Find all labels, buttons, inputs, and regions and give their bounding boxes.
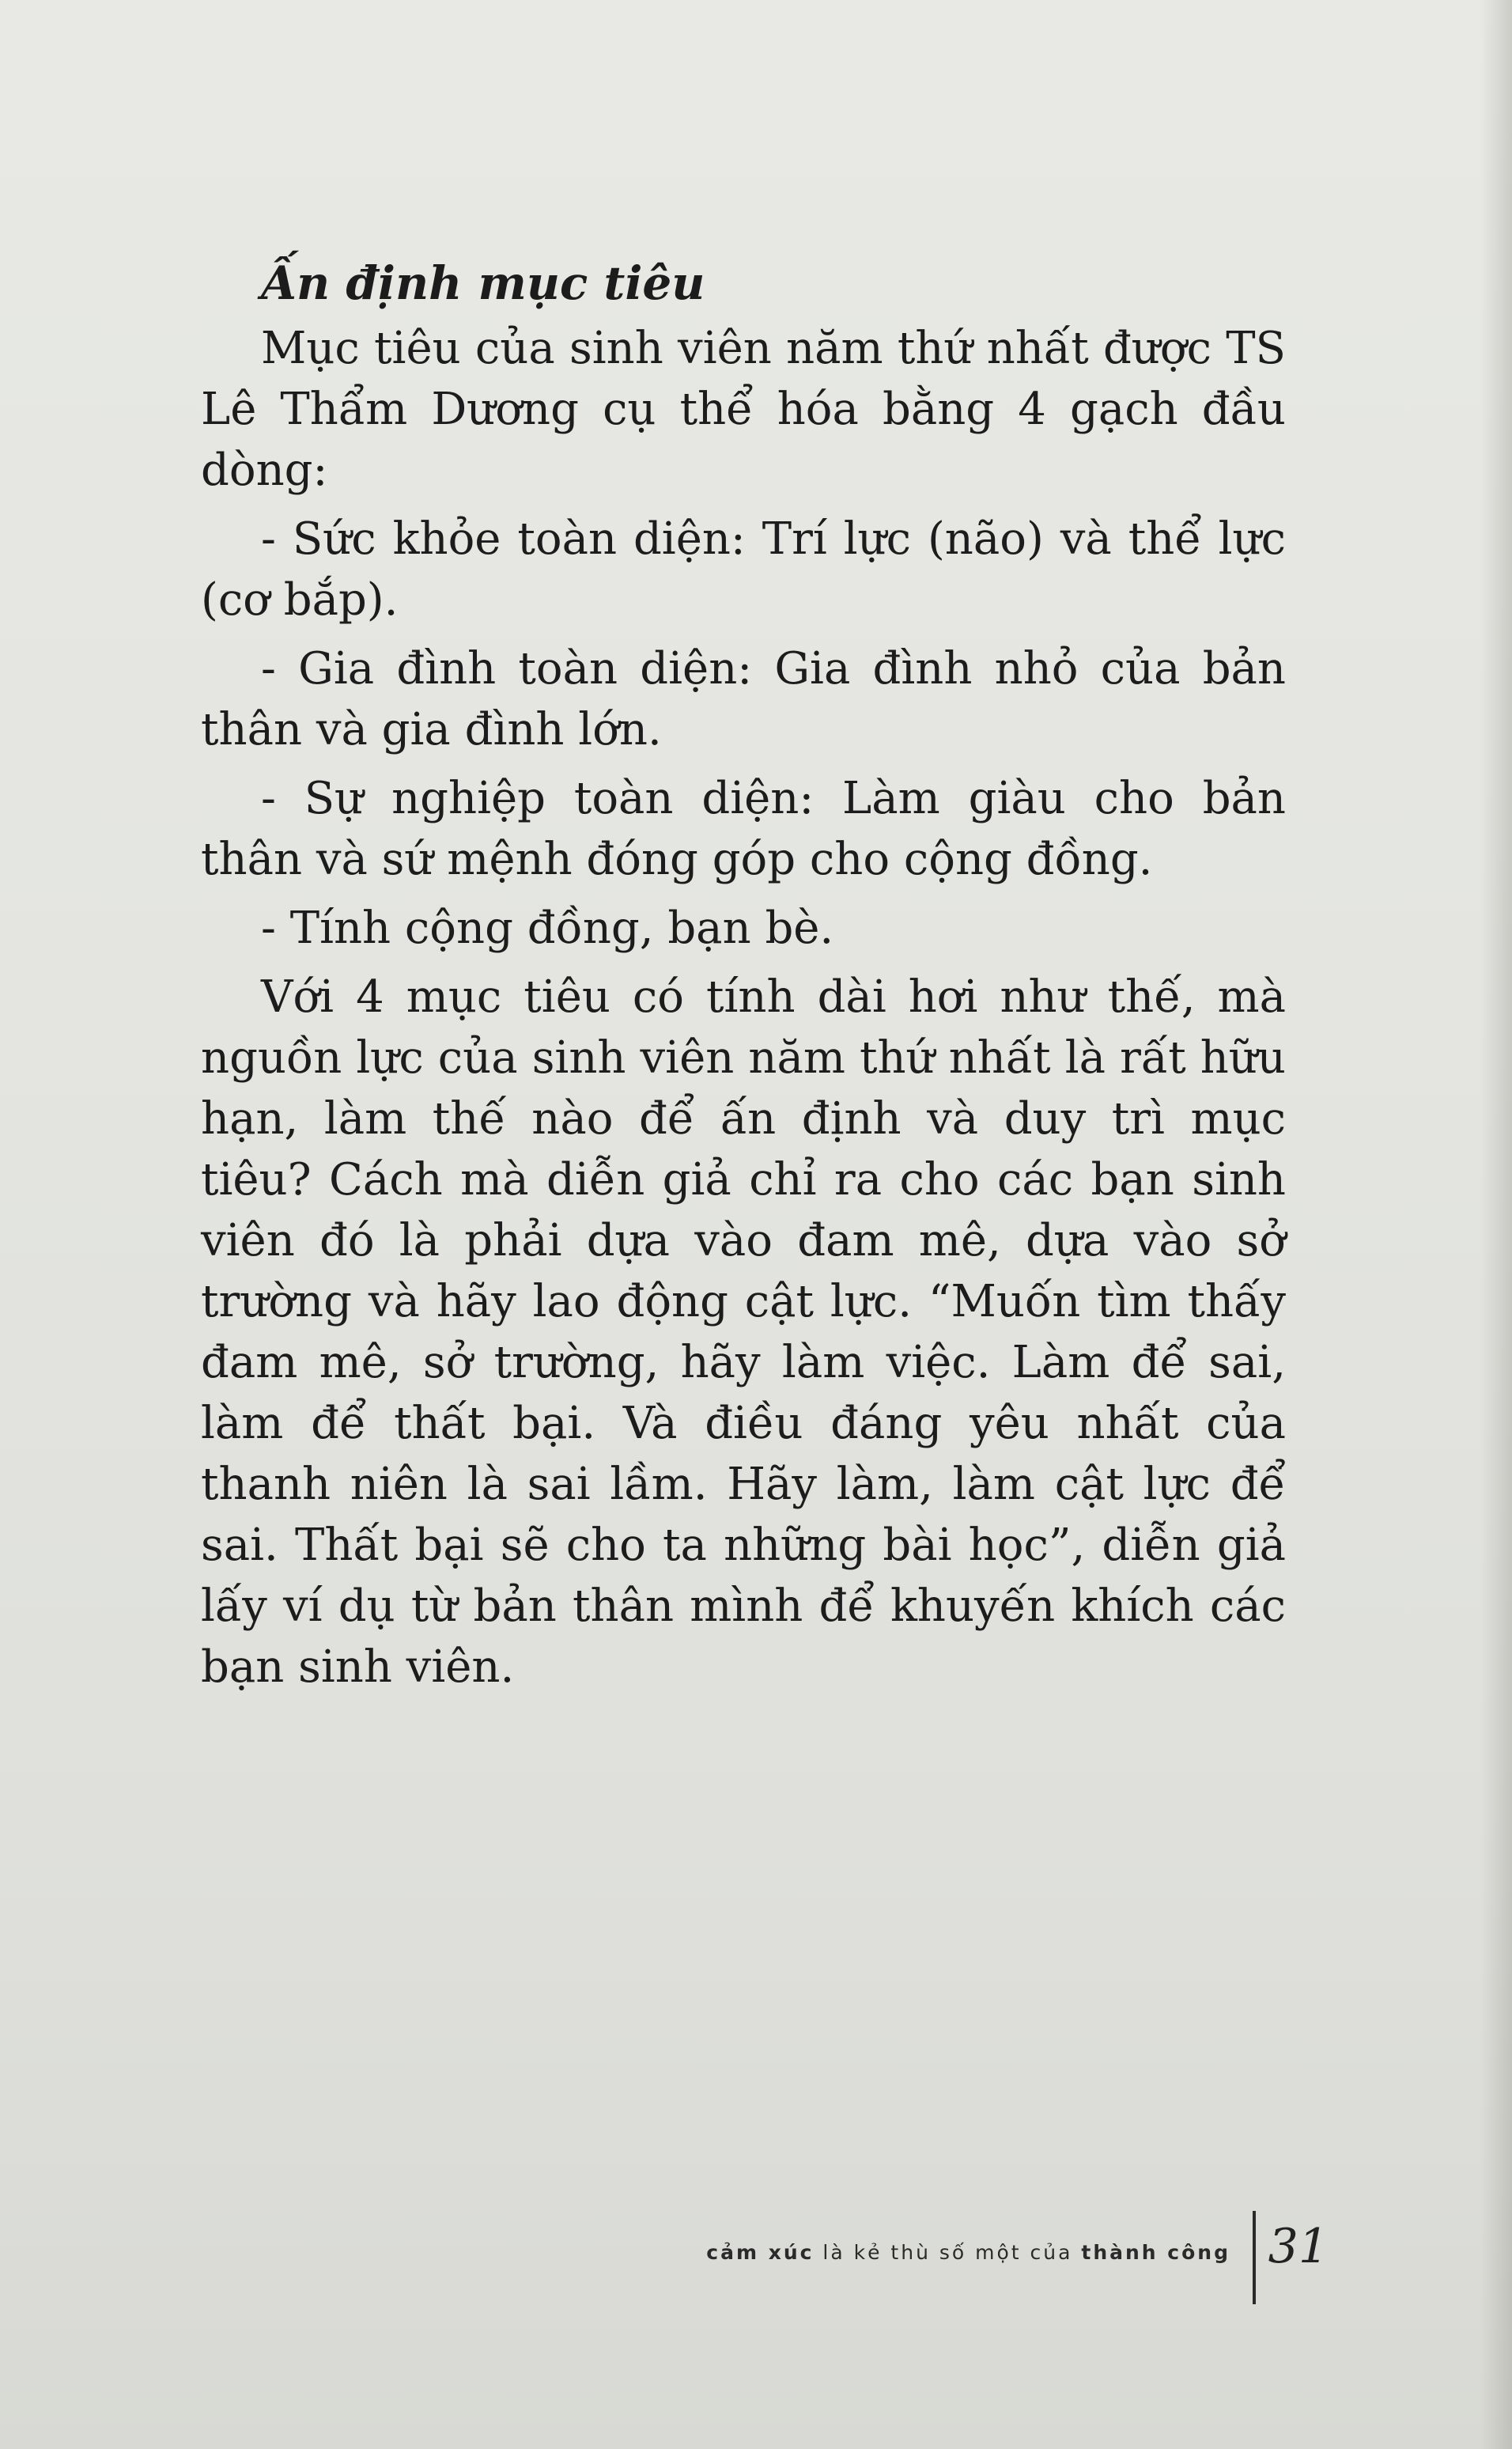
body-text <box>201 253 1286 1698</box>
running-footer <box>706 2211 1329 2306</box>
page-number: 31 <box>1268 2219 1329 2274</box>
section-heading: Ấn định mục tiêu <box>261 256 705 310</box>
paragraph-intro: Mục tiêu của sinh viên năm thứ nhất được TS Lê Thẩm Dương cụ thể hóa bằng 4 gạch đầu dòng: <box>201 323 1286 496</box>
paragraph-main: Với 4 mục tiêu có tính dài hơi như thế, mà nguồn lực của sinh viên năm thứ nhất là rất hữu hạn, làm thế nào để ấn định và duy trì mục tiêu? Cách mà diễn giả chỉ ra cho các bạn sinh viên đó là phải dựa vào đam mê, dựa vào sở trường và hãy lao động cật lực. “Muốn tìm thấy đam mê, sở trường, hãy làm việc. Làm để sai, làm để thất bại. Và điều đáng yêu nhất của thanh niên là sai lầm. Hãy làm, làm cật lực để sai. Thất bại sẽ cho ta những bài học”, diễn giả lấy ví dụ từ bản thân mình để khuyến khích các bạn sinh viên. <box>201 971 1286 1693</box>
bullet-community: - Tính cộng đồng, bạn bè. <box>261 903 834 954</box>
footer-title-emphasis-2: thành công <box>1081 2241 1230 2264</box>
bullet-career: - Sự nghiệp toàn diện: Làm giàu cho bản thân và sứ mệnh đóng góp cho cộng đồng. <box>201 773 1286 885</box>
page-edge-shadow <box>1480 0 1512 2449</box>
book-title-footer <box>706 2241 1230 2264</box>
bullet-family: - Gia đình toàn diện: Gia đình nhỏ của bản thân và gia đình lớn. <box>201 643 1286 755</box>
footer-title-emphasis-1: cảm xúc <box>706 2241 815 2264</box>
footer-divider <box>1253 2211 1256 2304</box>
bullet-health: - Sức khỏe toàn diện: Trí lực (não) và thể lực (cơ bắp). <box>201 513 1286 626</box>
footer-title-middle: là kẻ thù số một của <box>814 2241 1082 2264</box>
